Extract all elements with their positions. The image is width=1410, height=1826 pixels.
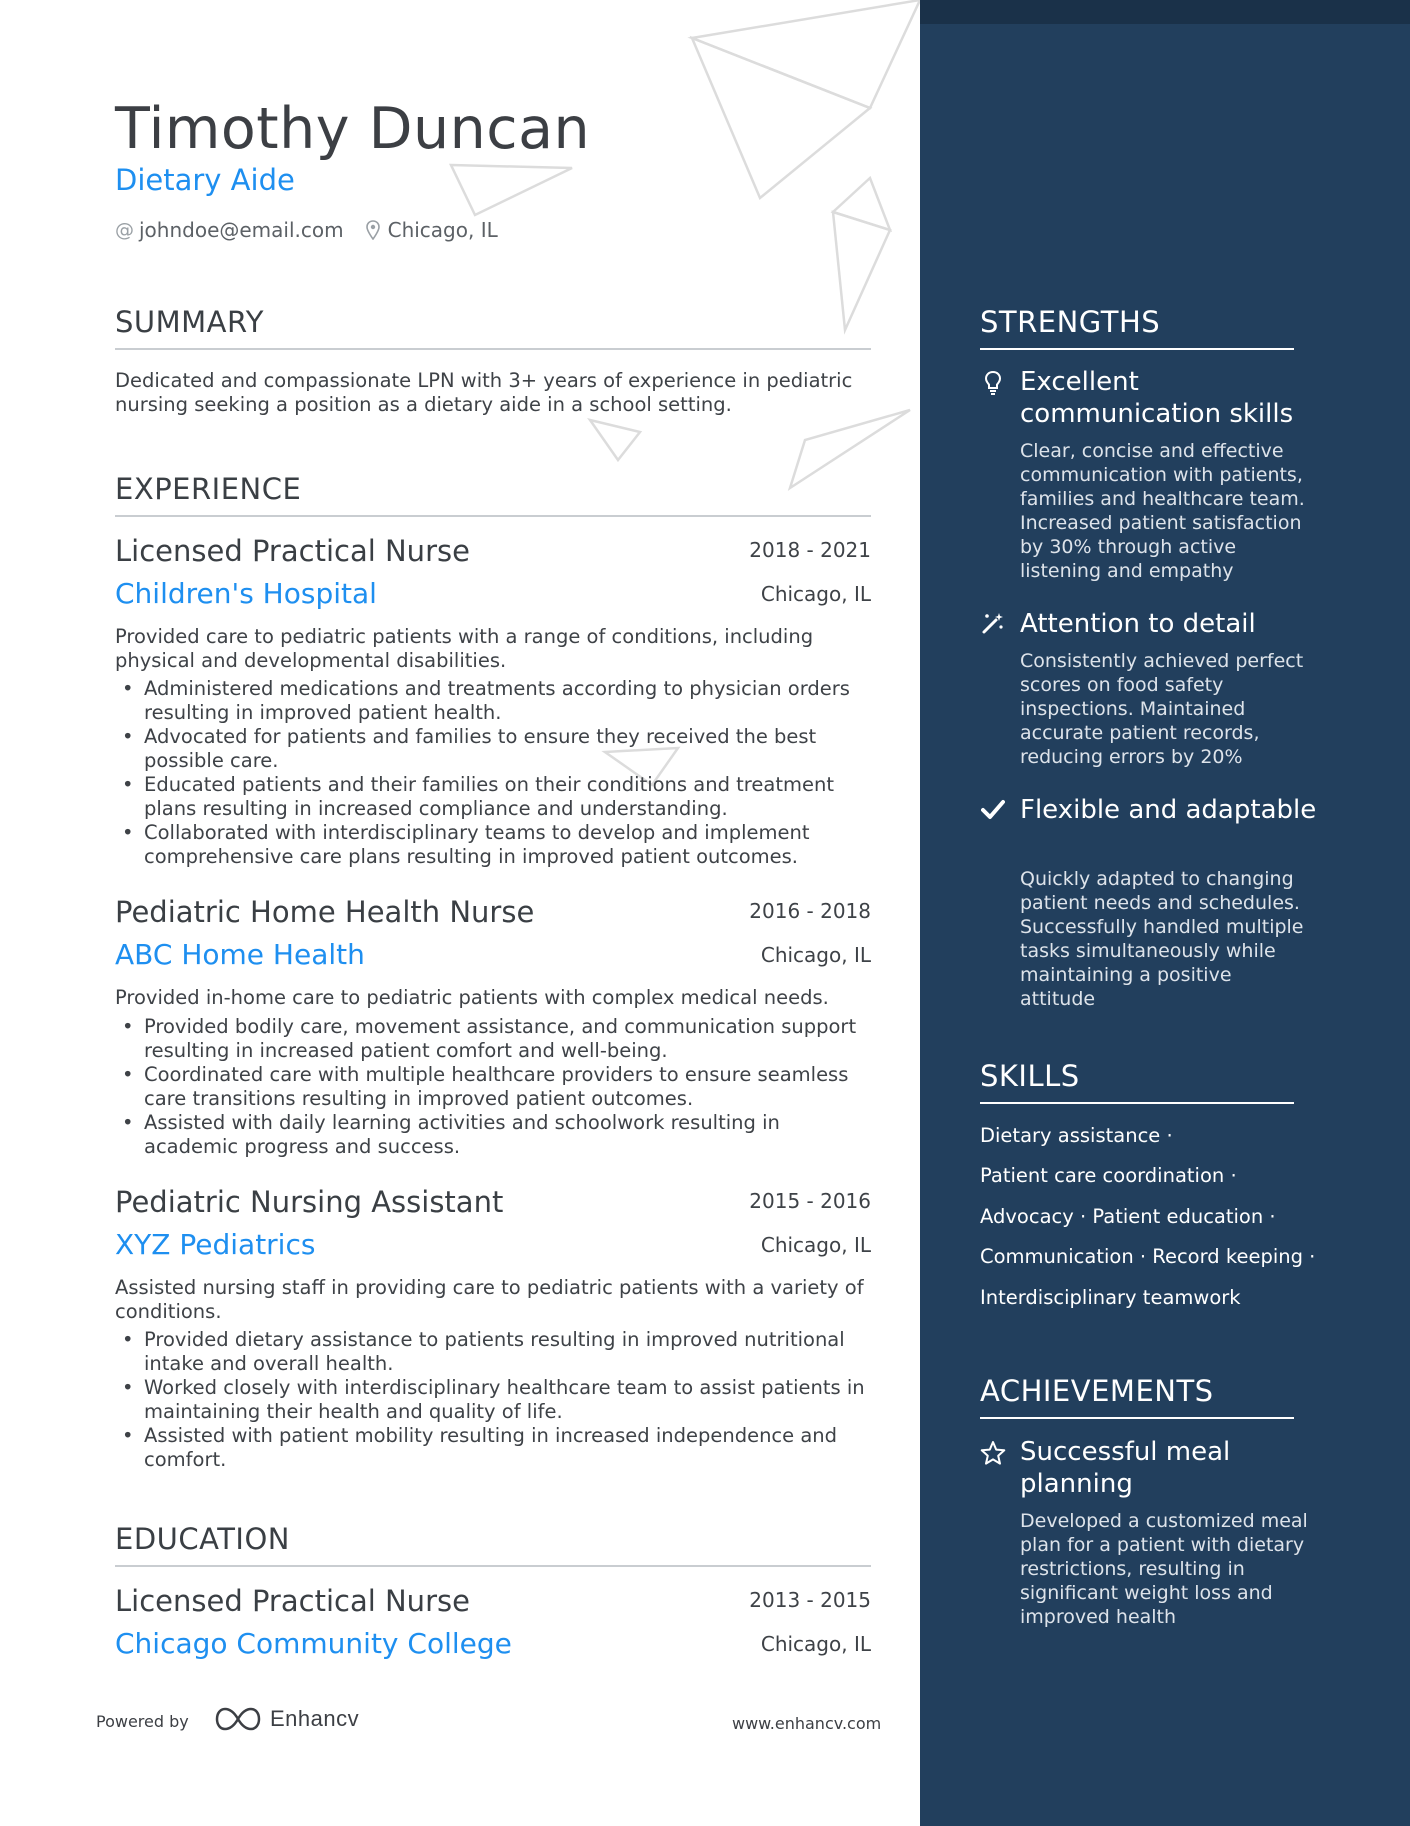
map-pin-icon [366, 220, 380, 240]
skill-line: Patient care coordination · [980, 1164, 1237, 1187]
enhancv-logo[interactable] [214, 1706, 359, 1732]
summary-heading: SUMMARY [115, 305, 871, 350]
location: Chicago, IL [387, 218, 498, 242]
job-bullets [115, 1015, 875, 1159]
email[interactable]: johndoe@email.com [139, 218, 344, 242]
list-item: • Assisted with daily learning activities and schoolwork resulting in academic progress and success. [115, 1111, 875, 1159]
sidebar-top-bar [920, 0, 1410, 24]
job-dates: 2018 - 2021 [749, 538, 871, 562]
job-title: Pediatric Home Health Nurse [115, 895, 535, 929]
achievement-description: Developed a customized meal plan for a patient with dietary restrictions, resulting in significant weight loss and improved health [1020, 1510, 1308, 1628]
job-location: Chicago, IL [760, 582, 871, 606]
contact-row [115, 218, 498, 242]
education-heading: EDUCATION [115, 1522, 871, 1567]
job-dates: 2016 - 2018 [749, 899, 871, 923]
job-company: ABC Home Health [115, 938, 365, 971]
website-link[interactable]: www.enhancv.com [732, 1714, 882, 1733]
strength-description: Consistently achieved perfect scores on food safety inspections. Maintained accurate patient records, reducing errors by 20% [1020, 650, 1304, 768]
location-group [366, 218, 498, 242]
list-item: • Assisted with patient mobility resulting in increased independence and comfort. [115, 1424, 875, 1472]
skill-line: Interdisciplinary teamwork [980, 1286, 1241, 1309]
list-item: • Worked closely with interdisciplinary healthcare team to assist patients in maintaining their health and quality of life. [115, 1376, 875, 1424]
magic-wand-icon [980, 611, 1006, 641]
experience-heading: EXPERIENCE [115, 472, 871, 517]
candidate-role: Dietary Aide [115, 163, 295, 197]
job-company: Children's Hospital [115, 577, 377, 610]
education-dates: 2013 - 2015 [749, 1588, 871, 1612]
checkmark-icon [980, 798, 1006, 826]
achievements-heading: ACHIEVEMENTS [980, 1374, 1294, 1419]
job-company: XYZ Pediatrics [115, 1228, 316, 1261]
strength-title: Attention to detail [1020, 609, 1256, 639]
star-icon [980, 1440, 1006, 1472]
list-item: • Provided bodily care, movement assistance, and communication support resulting in increased patient comfort and well-being. [115, 1015, 875, 1063]
achievement-title: Successful meal planning [1020, 1437, 1231, 1499]
list-item: • Administered medications and treatments according to physician orders resulting in improved patient health. [115, 677, 875, 725]
lightbulb-icon [980, 370, 1006, 402]
job-dates: 2015 - 2016 [749, 1189, 871, 1213]
strengths-heading: STRENGTHS [980, 305, 1294, 350]
job-title: Licensed Practical Nurse [115, 534, 470, 568]
job-bullets [115, 1328, 875, 1472]
candidate-name: Timothy Duncan [115, 96, 591, 162]
powered-by-label: Powered by [96, 1712, 189, 1731]
job-description: Provided in-home care to pediatric patients with complex medical needs. [115, 986, 829, 1009]
education-location: Chicago, IL [760, 1632, 871, 1656]
strength-description: Quickly adapted to changing patient needs and schedules. Successfully handled multiple tasks simultaneously while maintaining a positive attitude [1020, 868, 1304, 1010]
summary-text: Dedicated and compassionate LPN with 3+ years of experience in pediatric nursing seeking a position as a dietary aide in a school setting. [115, 369, 853, 416]
job-title: Pediatric Nursing Assistant [115, 1185, 504, 1219]
list-item: • Coordinated care with multiple healthcare providers to ensure seamless care transitions resulting in improved patient outcomes. [115, 1063, 875, 1111]
strength-title: Excellent communication skills [1020, 367, 1294, 429]
skill-line: Communication · Record keeping · [980, 1245, 1316, 1268]
school: Chicago Community College [115, 1627, 512, 1660]
job-location: Chicago, IL [760, 1233, 871, 1257]
strength-title: Flexible and adaptable [1020, 795, 1317, 825]
skill-line: Dietary assistance · [980, 1124, 1173, 1147]
infinity-logo-icon [214, 1706, 262, 1732]
skills-heading: SKILLS [980, 1059, 1294, 1104]
job-bullets [115, 677, 875, 869]
list-item: • Advocated for patients and families to ensure they received the best possible care. [115, 725, 875, 773]
list-item: • Provided dietary assistance to patients resulting in improved nutritional intake and overall health. [115, 1328, 875, 1376]
brand-name: Enhancv [270, 1706, 360, 1731]
job-description: Assisted nursing staff in providing care to pediatric patients with a variety of conditions. [115, 1276, 864, 1323]
strength-description: Clear, concise and effective communication with patients, families and healthcare team. Increased patient satisfaction by 30% through active listening and empathy [1020, 440, 1305, 582]
job-location: Chicago, IL [760, 943, 871, 967]
job-description: Provided care to pediatric patients with a range of conditions, including physical and developmental disabilities. [115, 625, 814, 672]
skill-line: Advocacy · Patient education · [980, 1205, 1276, 1228]
degree: Licensed Practical Nurse [115, 1584, 470, 1618]
at-sign-icon: @ [115, 219, 134, 241]
list-item: • Educated patients and their families on their conditions and treatment plans resulting in increased compliance and understanding. [115, 773, 875, 821]
list-item: • Collaborated with interdisciplinary teams to develop and implement comprehensive care plans resulting in improved patient outcomes. [115, 821, 875, 869]
